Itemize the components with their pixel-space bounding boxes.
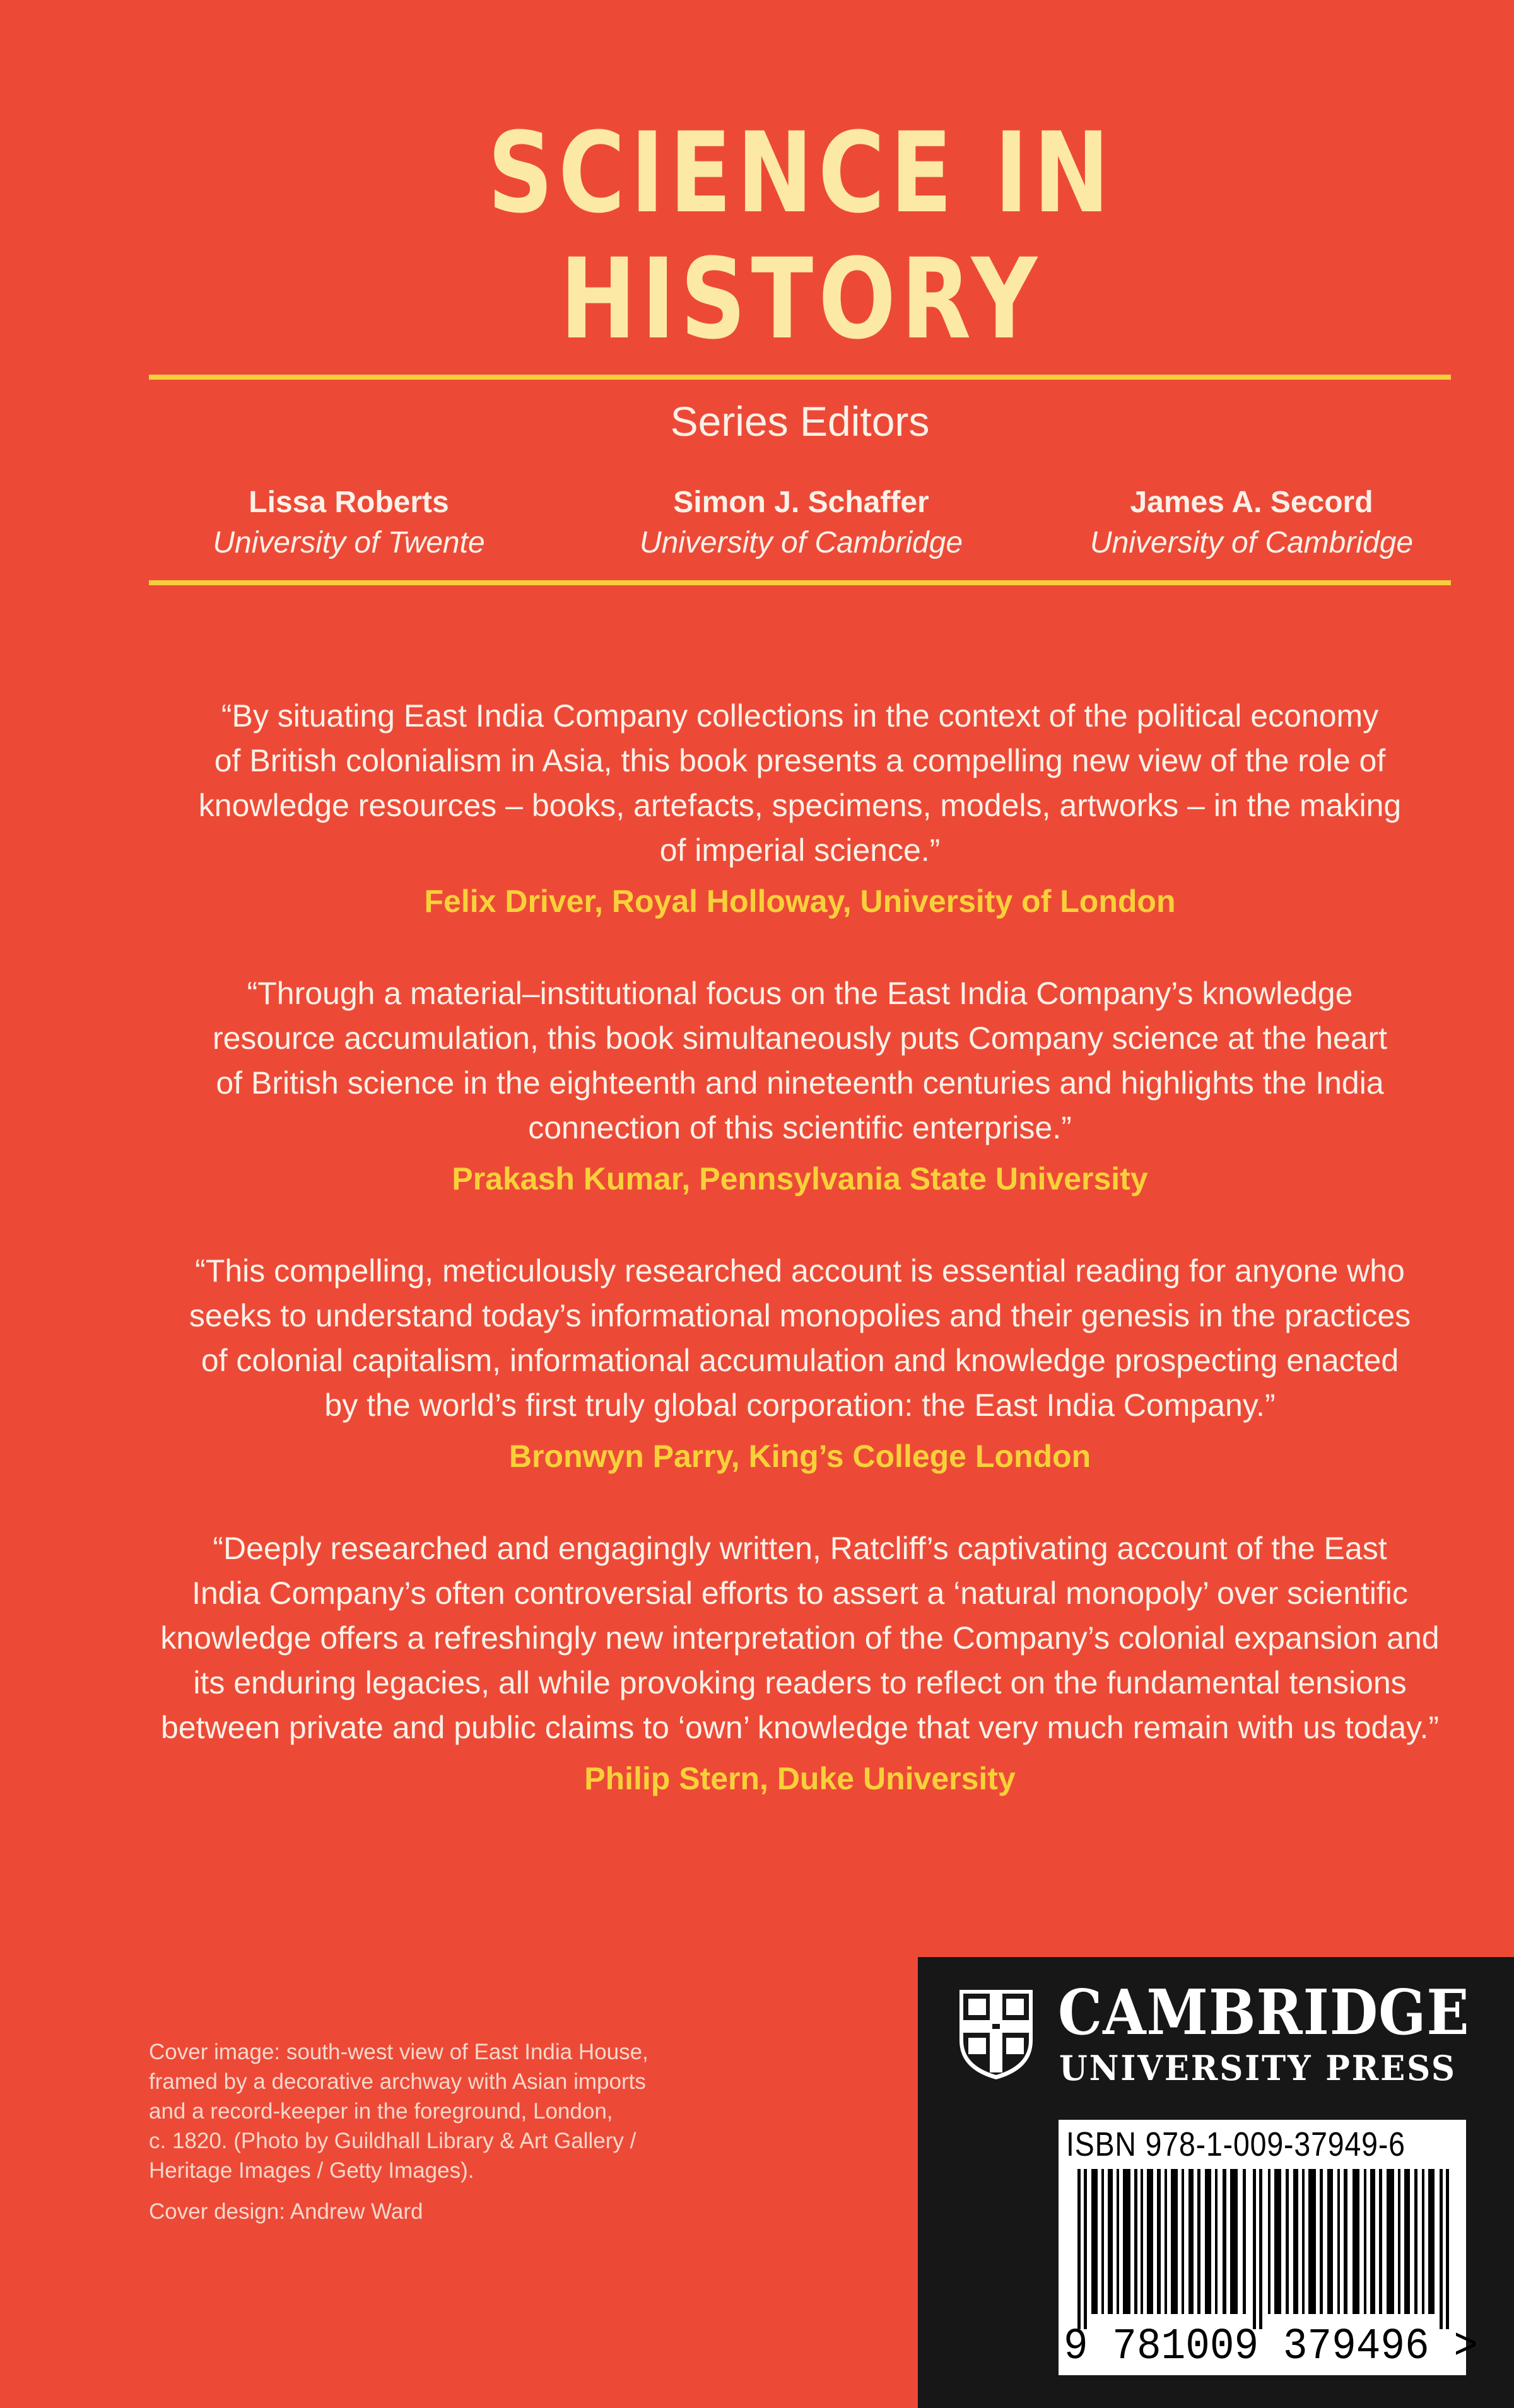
editor-name: Lissa Roberts [249,486,449,519]
editor-affiliation: University of Twente [213,526,485,559]
cover-credits [149,2037,754,2226]
editor-affiliation: University of Cambridge [639,526,963,559]
barcode-digits: 9 781009 379496 > [1064,2322,1478,2372]
endorsement-attribution: Bronwyn Parry, King’s College London [508,1439,1091,1474]
endorsement-4 [149,1526,1451,1801]
top-rule [149,375,1451,380]
endorsement-text: “Deeply researched and engagingly written, Ratcliff’s captivating account of the East India Company’s often controversial efforts to assert a ‘natural monopoly’ over scientific knowledge offers a refreshingly new interpretation of the Company’s colonial expansion and its enduring legacies, all while provoking readers to reflect on the fundamental tensions between private and public claims to ‘own’ knowledge that very much remain with us today.” [160,1531,1440,1745]
editor-1 [128,482,570,563]
barcode-bars [1077,2169,1456,2329]
editor-3 [1031,482,1472,563]
endorsement-attribution: Felix Driver, Royal Holloway, University of London [424,884,1176,919]
isbn-label: ISBN 978-1-009-37949-6 [1066,2125,1405,2163]
endorsement-1 [149,694,1451,924]
endorsement-attribution: Philip Stern, Duke University [584,1761,1016,1796]
endorsement-3 [149,1249,1451,1479]
series-title-line-2: HISTORY [560,235,1043,364]
endorsement-attribution: Prakash Kumar, Pennsylvania State University [452,1161,1148,1196]
barcode [1059,2120,1478,2375]
series-title-line-1: SCIENCE IN [487,108,1115,238]
cambridge-shield-icon [957,1987,1035,2081]
cover-design-credit: Cover design: Andrew Ward [149,2199,423,2224]
cover-image-credit: Cover image: south-west view of East India House, framed by a decorative archway with Asian imports and a record-keeper in the foreground, London, c. 1820. (Photo by Guildhall Library & Art Gallery / Heritage Images / Getty Images). [149,2040,648,2183]
series-title [144,110,1458,363]
bottom-rule [149,580,1451,585]
publisher-name: CAMBRIDGE [1058,1977,1470,2049]
publisher-subname: UNIVERSITY PRESS [1059,2048,1457,2088]
endorsement-text: “This compelling, meticulously researched account is essential reading for anyone who seeks to understand today’s informational monopolies and their genesis in the practices of colonial capitalism, informational accumulation and knowledge prospecting enacted by the world’s first truly global corporation: the East India Company.” [189,1253,1411,1423]
endorsement-2 [149,971,1451,1201]
endorsement-text: “By situating East India Company collections in the context of the political economy of British colonialism in Asia, this book presents a compelling new view of the role of knowledge resources – books, artefacts, specimens, models, artworks – in the making of imperial science.” [198,698,1402,868]
endorsement-text: “Through a material–institutional focus on the East India Company’s knowledge resource accumulation, this book simultaneously puts Company science at the heart of British science in the eighteenth and nineteenth centuries and highlights the India connection of this scientific enterprise.” [212,976,1388,1145]
editor-affiliation: University of Cambridge [1089,526,1414,559]
editor-2 [580,482,1022,563]
publisher-panel [918,1957,1514,2408]
editor-name: James A. Secord [1130,486,1373,519]
series-editors-label: Series Editors [670,398,930,445]
editor-name: Simon J. Schaffer [673,486,929,519]
